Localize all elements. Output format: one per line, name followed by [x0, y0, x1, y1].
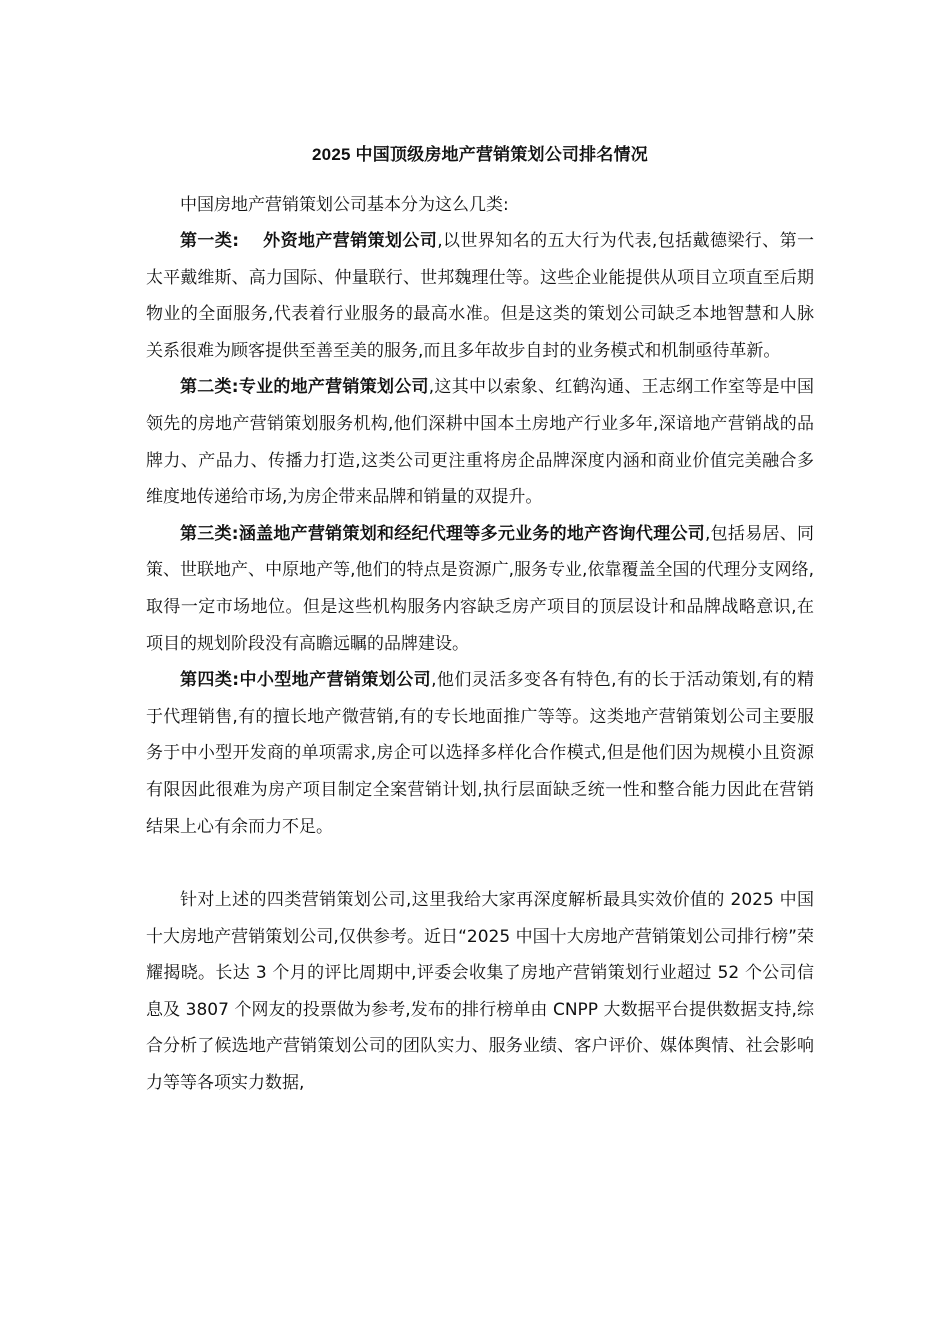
category-4-paragraph	[146, 662, 814, 845]
category-3-heading: 第三类:涵盖地产营销策划和经纪代理等多元业务的地产咨询代理公司	[180, 523, 705, 544]
category-3-paragraph	[146, 516, 814, 662]
category-4-body: ,他们灵活多变各有特色,有的长于活动策划,有的精于代理销售,有的擅长地产微营销,有的专长地面推广等等。这类地产营销策划公司主要服务于中小型开发商的单项需求,房企可以选择多样化合作模式,但是他们因为规模小且资源有限因此很难为房产项目制定全案营销计划,执行层面缺乏统一性和整合能力因此在营销结果上心有余而力不足。	[146, 670, 814, 837]
page-title: 2025 中国顶级房地产营销策划公司排名情况	[312, 145, 648, 164]
document-page	[146, 132, 814, 1102]
intro-paragraph: 中国房地产营销策划公司基本分为这么几类:	[180, 195, 509, 215]
category-1-paragraph	[146, 223, 814, 369]
category-1-heading: 第一类: 外资地产营销策划公司	[180, 231, 438, 251]
paragraph-spacer	[146, 845, 814, 882]
category-2-paragraph	[146, 369, 814, 515]
category-3-body: ,包括易居、同策、世联地产、中原地产等,他们的特点是资源广,服务专业,依靠覆盖全国的代理分支网络,取得一定市场地位。但是这些机构服务内容缺乏房产项目的顶层设计和品牌战略意识,在项目的规划阶段没有高瞻远瞩的品牌建设。	[146, 523, 814, 654]
category-2-heading: 第二类:专业的地产营销策划公司	[180, 377, 429, 398]
category-1-body: ,以世界知名的五大行为代表,包括戴德梁行、第一太平戴维斯、高力国际、仲量联行、世邦魏理仕等。这些企业能提供从项目立项直至后期物业的全面服务,代表着行业服务的最高水准。但是这类的策划公司缺乏本地智慧和人脉关系很难为顾客提供至善至美的服务,而且多年故步自封的业务模式和机制亟待革新。	[146, 231, 814, 361]
category-4-heading: 第四类:中小型地产营销策划公司	[180, 670, 432, 691]
closing-paragraph: 针对上述的四类营销策划公司,这里我给大家再深度解析最具实效价值的 2025 中国十大房地产营销策划公司,仅供参考。近日“2025 中国十大房地产营销策划公司排行榜”荣耀揭晓。长达 3 个月的评比周期中,评委会收集了房地产营销策划行业超过 52 个公司信息及 3807 个网友的投票做为参考,发布的排行榜单由 CNPP 大数据平台提供数据支持,综合分析了候选地产营销策划公司的团队实力、服务业绩、客户评价、媒体舆情、社会影响力等等各项实力数据,	[146, 890, 814, 1094]
category-2-body: ,这其中以索象、红鹤沟通、王志纲工作室等是中国领先的房地产营销策划服务机构,他们深耕中国本土房地产行业多年,深谙地产营销战的品牌力、产品力、传播力打造,这类公司更注重将房企品牌深度内涵和商业价值完美融合多维度地传递给市场,为房企带来品牌和销量的双提升。	[146, 377, 814, 508]
